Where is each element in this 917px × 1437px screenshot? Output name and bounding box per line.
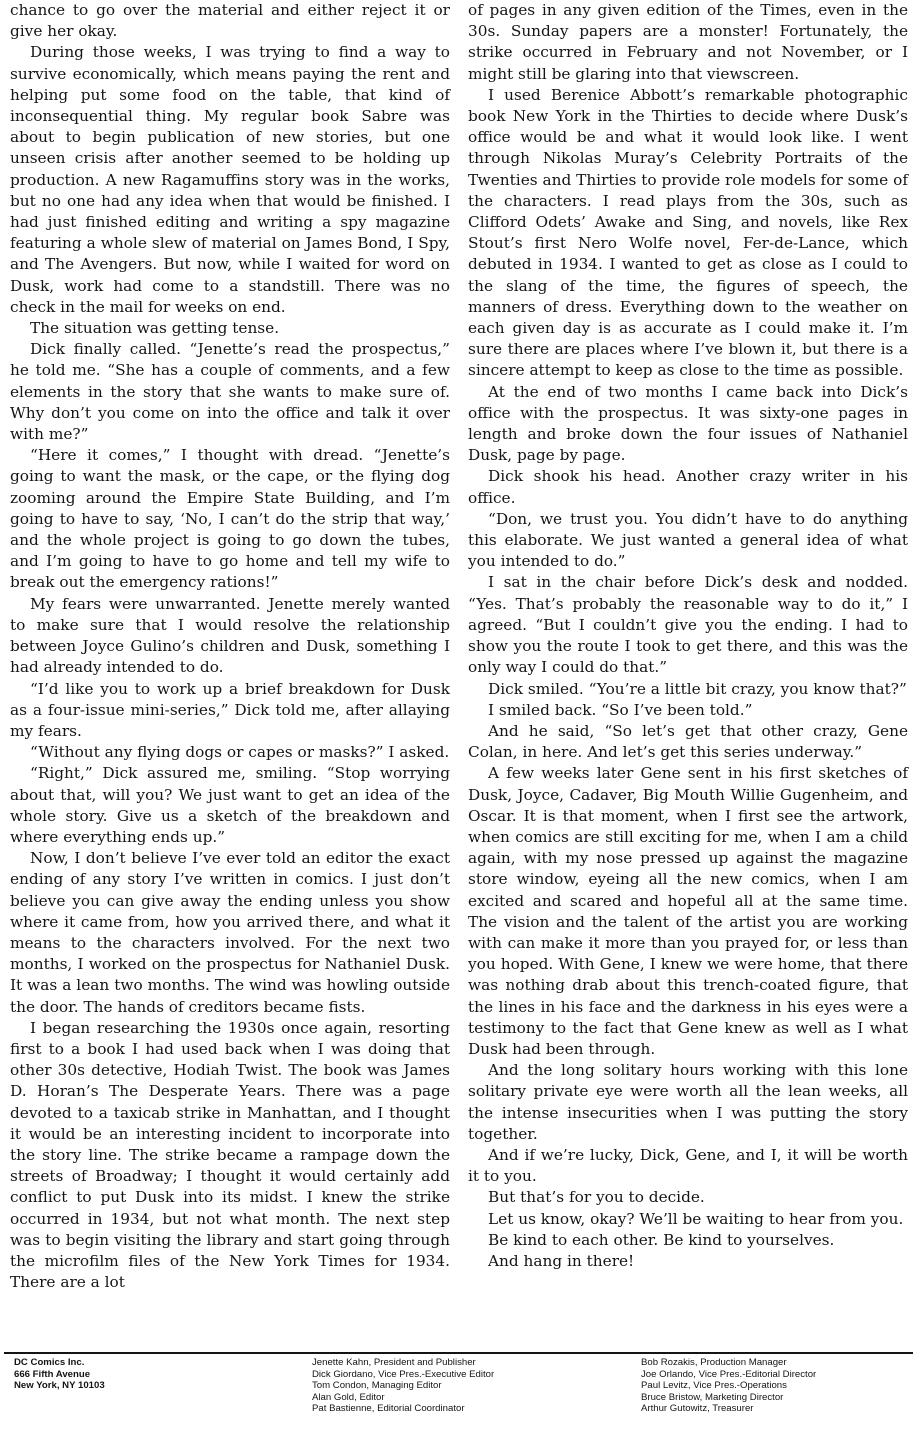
paragraph: And the long solitary hours working with this lone solitary private eye were worth all the lean weeks, all the intense insecurities when I was putting the story together. <box>468 1061 908 1143</box>
paragraph: At the end of two months I came back into Dick’s office with the prospectus. It was sixty-one pages in length and broke down the four issues of Nathaniel Dusk, page by page. <box>468 382 908 465</box>
staff-credit: Bob Rozakis, Production Manager <box>641 1357 787 1368</box>
paragraph: Let us know, okay? We’ll be waiting to hear from you. <box>488 1209 904 1228</box>
paragraph: And he said, “So let’s get that other crazy, Gene Colan, in here. And let’s get this series underway.” <box>468 721 908 762</box>
paragraph: Be kind to each other. Be kind to yourselves. <box>488 1230 835 1249</box>
paragraph: “Without any flying dogs or capes or masks?” I asked. <box>30 743 450 762</box>
paragraph: “Don, we trust you. You didn’t have to do anything this elaborate. We just wanted a general idea of what you intended to do.” <box>468 509 908 571</box>
staff-credit: Tom Condon, Managing Editor <box>312 1380 442 1392</box>
right-column <box>468 0 908 1272</box>
paragraph: Now, I don’t believe I’ve ever told an editor the exact ending of any story I’ve written in comics. I just don’t believe you can give away the ending unless you show where it came from, how you arrived there, and what it means to the characters involved. For the next two months, I worked on the prospectus for Nathaniel Dusk. It was a lean two months. The wind was howling outside the door. The hands of creditors became fists. <box>10 849 450 1016</box>
paragraph: of pages in any given edition of the Times, even in the 30s. Sunday papers are a monster! Fortunately, the strike occurred in February and not November, or I might still be glaring into that viewscreen. <box>468 1 908 83</box>
paragraph: But that’s for you to decide. <box>488 1188 705 1207</box>
publisher-address <box>14 1357 105 1392</box>
staff-list-operations <box>641 1357 816 1415</box>
address-line: New York, NY 10103 <box>14 1380 105 1392</box>
paragraph: I sat in the chair before Dick’s desk and nodded. “Yes. That’s probably the reasonable way to do it,” I agreed. “But I couldn’t give you the ending. I had to show you the route I took to get there, and this was the only way I could do that.” <box>468 573 908 677</box>
paragraph: “Here it comes,” I thought with dread. “Jenette’s going to want the mask, or the cape, or the flying dog zooming around the Empire State Building, and I’m going to have to say, ‘No, I can’t do the strip that way,’ and the whole project is going to go down the tubes, and I’m going to have to go home and tell my wife to break out the emergency rations!” <box>10 446 450 592</box>
paragraph: During those weeks, I was trying to find a way to survive economically, which means paying the rent and helping put some food on the table, that kind of inconsequential thing. My regular book Sabre was about to begin publication of new stories, but one unseen crisis after another seemed to be holding up production. A new Ragamuffins story was in the works, but no one had any idea when that would be finished. I had just finished editing and writing a spy magazine featuring a whole slew of material on James Bond, I Spy, and The Avengers. But now, while I waited for word on Dusk, work had come to a standstill. There was no check in the mail for weeks on end. <box>10 43 450 316</box>
address-line: DC Comics Inc. <box>14 1357 85 1368</box>
staff-credit: Alan Gold, Editor <box>312 1391 385 1403</box>
paragraph: The situation was getting tense. <box>30 319 280 338</box>
paragraph: Dick smiled. “You’re a little bit crazy, you know that?” <box>488 679 907 698</box>
paragraph: I began researching the 1930s once again, resorting first to a book I had used back when I was doing that other 30s detective, Hodiah Twist. The book was James D. Horan’s The Desperate Years. There was a page devoted to a taxicab strike in Manhattan, and I thought it would be an interesting incident to incorporate into the story line. The strike became a rampage down the streets of Broadway; I thought it would certainly add conflict to put Dusk into its midst. I knew the strike occurred in 1934, but not what month. The next step was to begin visiting the library and start going through the microfilm files of the New York Times for 1934. There are a lot <box>10 1018 450 1292</box>
paragraph: chance to go over the material and either reject it or give her okay. <box>10 1 450 41</box>
paragraph: And hang in there! <box>488 1251 635 1270</box>
footer-divider <box>4 1352 913 1354</box>
paragraph: “I’d like you to work up a brief breakdown for Dusk as a four-issue mini-series,” Dick told me, after allaying my fears. <box>10 679 450 740</box>
paragraph: “Right,” Dick assured me, smiling. “Stop worrying about that, will you? We just want to get an idea of the whole story. Give us a sketch of the breakdown and where everything ends up.” <box>10 764 450 846</box>
staff-credit: Dick Giordano, Vice Pres.-Executive Editor <box>312 1368 495 1380</box>
staff-credit: Arthur Gutowitz, Treasurer <box>641 1403 754 1415</box>
staff-credit: Bruce Bristow, Marketing Director <box>641 1391 784 1403</box>
staff-list-editorial <box>312 1357 494 1415</box>
staff-credit: Joe Orlando, Vice Pres.-Editorial Director <box>641 1368 817 1380</box>
staff-credit: Pat Bastienne, Editorial Coordinator <box>312 1403 465 1415</box>
paragraph: I used Berenice Abbott’s remarkable photographic book New York in the Thirties to decide where Dusk’s office would be and what it would look like. I went through Nikolas Muray’s Celebrity Portraits of the Twenties and Thirties to provide role models for some of the characters. I read plays from the 30s, such as Clifford Odets’ Awake and Sing, and novels, like Rex Stout’s first Nero Wolfe novel, Fer-de-Lance, which debuted in 1934. I wanted to get as close as I could to the slang of the time, the figures of speech, the manners of dress. Everything down to the weather on each given day is as accurate as I could make it. I’m sure there are places where I’ve blown it, but there is a sincere attempt to keep as close to the time as possible. <box>468 85 908 380</box>
paragraph: A few weeks later Gene sent in his first sketches of Dusk, Joyce, Cadaver, Big Mouth Willie Gugenheim, and Oscar. It is that moment, when I first see the artwork, when comics are still exciting for me, when I am a child again, with my nose pressed up against the magazine store window, eyeing all the new comics, when I am excited and scared and hopeful all at the same time. The vision and the talent of the artist you are working with can make it more than you prayed for, or less than you hoped. With Gene, I knew we were home, that there was nothing drab about this trench-coated figure, that the lines in his face and the darkness in his eyes were a testimony to the fact that Gene knew as well as I what Dusk had been through. <box>468 764 908 1058</box>
address-line: 666 Fifth Avenue <box>14 1368 91 1380</box>
paragraph: My fears were unwarranted. Jenette merely wanted to make sure that I would resolve the relationship between Joyce Gulino’s children and Dusk, something I had already intended to do. <box>10 594 450 677</box>
paragraph: I smiled back. “So I’ve been told.” <box>488 700 753 719</box>
staff-credit: Jenette Kahn, President and Publisher <box>312 1357 476 1368</box>
staff-footer <box>0 1352 917 1432</box>
staff-credit: Paul Levitz, Vice Pres.-Operations <box>641 1380 787 1392</box>
paragraph: And if we’re lucky, Dick, Gene, and I, it will be worth it to you. <box>468 1145 908 1186</box>
left-column <box>10 0 450 1293</box>
paragraph: Dick finally called. “Jenette’s read the prospectus,” he told me. “She has a couple of comments, and a few elements in the story that she wants to make sure of. Why don’t you come on into the office and talk it over with me?” <box>10 340 450 444</box>
paragraph: Dick shook his head. Another crazy writer in his office. <box>468 467 908 507</box>
